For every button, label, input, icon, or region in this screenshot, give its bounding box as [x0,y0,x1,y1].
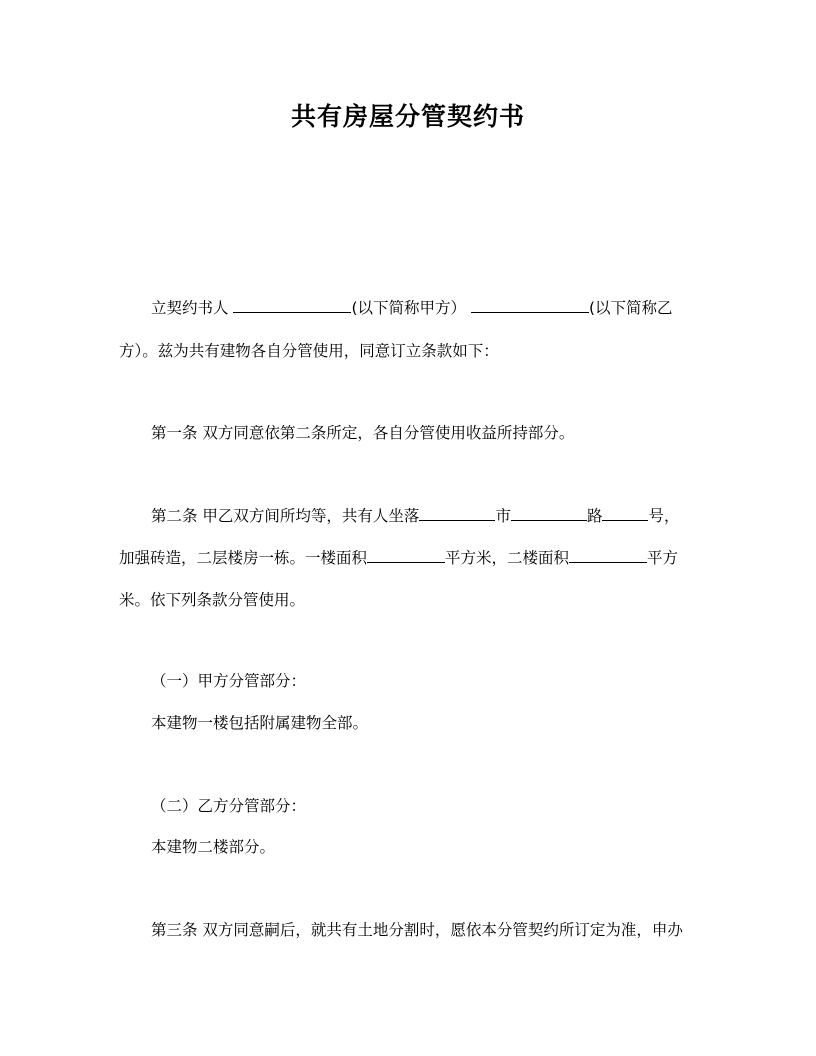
article-2-text-1: 第二条 甲乙双方间所均等，共有人坐落 [151,507,420,525]
article-3: 第三条 双方同意嗣后，就共有土地分割时，愿依本分管契约所订定为准，申办 [151,921,683,939]
article-2-text-3: 路 [586,507,603,525]
party-a-blank [233,297,351,313]
article-2-line-3: 米。依下列条款分管使用。 [119,591,306,609]
floor-1-area-blank [367,547,445,563]
city-blank [419,505,495,521]
intro-line-2: 方）。兹为共有建物各自分管使用，同意订立条款如下： [119,342,499,360]
section-b-content: 本建物二楼部分。 [151,838,276,856]
article-2-text-2: 市 [495,507,511,525]
intro-text-3: (以下简称乙 [588,299,673,317]
article-2-line-1 [151,505,751,527]
article-2-text-7: 平方 [647,549,679,567]
intro-text-1: 立契约书人 [151,299,234,317]
document-title: 共有房屋分管契约书 [290,102,525,131]
section-a-heading: （一）甲方分管部分： [151,672,307,690]
article-1: 第一条 双方同意依第二条所定，各自分管使用收益所持部分。 [151,424,575,442]
party-b-blank [471,297,589,313]
section-a-content: 本建物一楼包括附属建物全部。 [151,714,369,732]
intro-line-1 [151,297,751,319]
intro-text-2: (以下简称甲方） [351,299,466,317]
section-b-heading: （二）乙方分管部分： [151,797,307,815]
article-2-text-5: 加强砖造，二层楼房一栋。一楼面积 [119,549,368,567]
number-blank [602,505,648,521]
article-2-line-2 [119,547,719,569]
road-blank [511,505,587,521]
article-2-text-6: 平方米，二楼面积 [445,549,570,567]
article-2-text-4: 号， [648,507,680,525]
floor-2-area-blank [569,547,647,563]
